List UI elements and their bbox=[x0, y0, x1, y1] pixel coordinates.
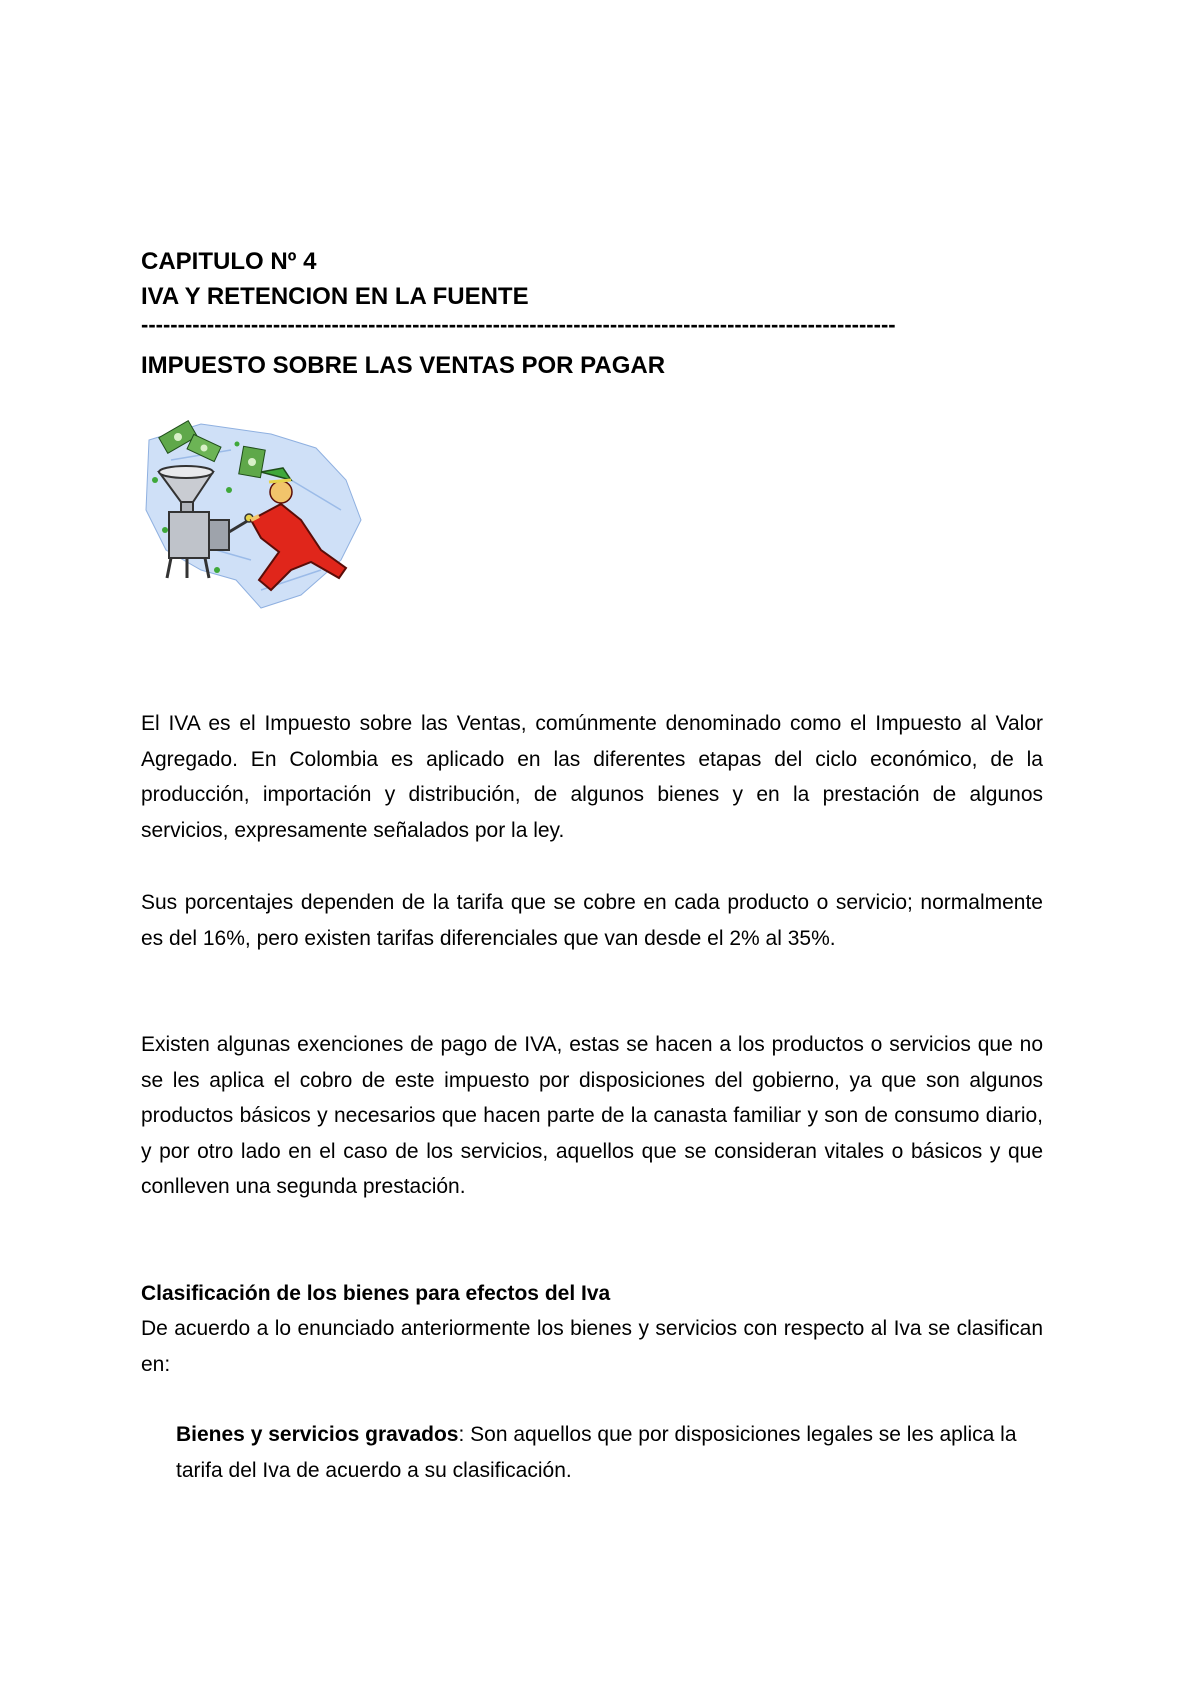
chapter-heading bbox=[141, 244, 529, 314]
classification-heading: Clasificación de los bienes para efectos del Iva bbox=[141, 1282, 611, 1305]
paragraph-iva-rates: Sus porcentajes dependen de la tarifa que se cobre en cada producto o servicio; normalmente es del 16%, pero existen tarifas diferenciales que van desde el 2% al 35%. bbox=[141, 891, 1043, 950]
classification-item-description: : Son aquellos que por disposiciones legales se les aplica la tarifa del Iva de acuerdo a su clasificación. bbox=[176, 1423, 1017, 1482]
dashed-separator: ------------------------------------------------------------------------------------------------------- bbox=[141, 312, 896, 337]
chapter-title: IVA Y RETENCION EN LA FUENTE bbox=[141, 283, 529, 310]
classification-intro: De acuerdo a lo enunciado anteriormente los bienes y servicios con respecto al Iva se clasifican en: bbox=[141, 1317, 1043, 1376]
classification-item bbox=[176, 1417, 1042, 1488]
section-title: IMPUESTO SOBRE LAS VENTAS POR PAGAR bbox=[141, 352, 666, 379]
chapter-number: CAPITULO Nº 4 bbox=[141, 248, 317, 275]
paragraph-iva-definition: El IVA es el Impuesto sobre las Ventas, comúnmente denominado como el Impuesto al Valor Agregado. En Colombia es aplicado en las diferentes etapas del ciclo económico, de la producción, importación y distribución, de algunos bienes y en la prestación de algunos servicios, expresamente señalados por la ley. bbox=[141, 712, 1043, 842]
classification-item-term: Bienes y servicios gravados bbox=[176, 1423, 459, 1446]
paragraph-iva-exemptions: Existen algunas exenciones de pago de IVA, estas se hacen a los productos o servicios que no se les aplica el cobro de este impuesto por disposiciones del gobierno, ya que son algunos productos básicos y necesarios que hacen parte de la canasta familiar y son de consumo diario, y por otro lado en el caso de los servicios, aquellos que se consideran vitales o básicos y que conlleven una segunda prestación. bbox=[141, 1033, 1043, 1198]
money-machine-clipart bbox=[141, 420, 371, 610]
